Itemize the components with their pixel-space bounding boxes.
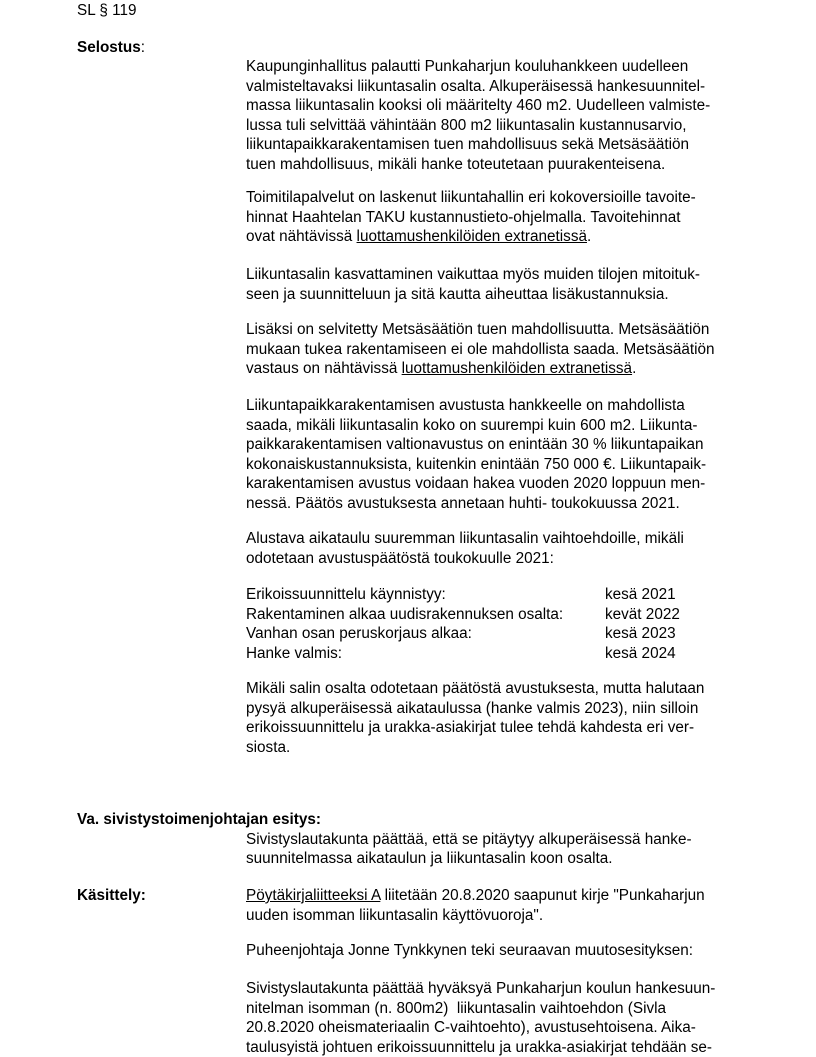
kasittely-label: Käsittely: — [77, 886, 146, 906]
schedule-when-4: kesä 2024 — [605, 644, 676, 664]
selostus-p5-line-3: paikkarakentamisen valtionavustus on enintään 30 % liikuntapaikan — [246, 435, 704, 455]
kasittely-p3-line-1: Sivistyslautakunta päättää hyväksyä Punkaharjun koulun hankesuun- — [246, 979, 715, 999]
selostus-p4-line-2: mukaan tukea rakentamiseen ei ole mahdollista saada. Metsäsäätiön — [246, 340, 715, 360]
section-number: SL § 119 — [77, 1, 137, 21]
selostus-p3-line-2: seen ja suunnitteluun ja sitä kautta aiheuttaa lisäkustannuksia. — [246, 285, 669, 305]
selostus-label — [77, 38, 145, 58]
selostus-p2-prefix: ovat nähtävissä — [246, 228, 357, 245]
schedule-task-3: Vanhan osan peruskorjaus alkaa: — [246, 624, 472, 644]
selostus-label-colon: : — [141, 39, 145, 56]
selostus-p4-line-3 — [246, 359, 636, 379]
kasittely-p2: Puheenjohtaja Jonne Tynkkynen teki seuraavan muutosesityksen: — [246, 941, 693, 961]
esitys-line-1: Sivistyslautakunta päättää, että se pitäytyy alkuperäisessä hanke- — [246, 830, 692, 850]
selostus-p2-line-1: Toimitilapalvelut on laskenut liikuntahallin eri kokoversioille tavoite- — [246, 188, 696, 208]
selostus-p5-line-1: Liikuntapaikkarakentamisen avustusta hankkeelle on mahdollista — [246, 396, 685, 416]
selostus-label-text: Selostus — [77, 39, 141, 56]
selostus-p2-line-2: hinnat Haahtelan TAKU kustannustieto-ohjelmalla. Tavoitehinnat — [246, 208, 681, 228]
schedule-task-1: Erikoissuunnittelu käynnistyy: — [246, 585, 446, 605]
esitys-label: Va. sivistystoimenjohtajan esitys: — [77, 810, 321, 830]
selostus-p4-suffix: . — [632, 360, 636, 377]
selostus-p1-line-3: massa liikuntasalin kooksi oli määritelty 460 m2. Uudelleen valmiste- — [246, 96, 710, 116]
selostus-p7-line-2: pysyä alkuperäisessä aikataulussa (hanke valmis 2023), niin silloin — [246, 699, 698, 719]
selostus-p4-prefix: vastaus on nähtävissä — [246, 360, 402, 377]
selostus-p1-line-4: lussa tuli selvittää vähintään 800 m2 liikuntasalin kustannusarvio, — [246, 116, 686, 136]
selostus-p2-suffix: . — [587, 228, 591, 245]
selostus-p1-line-5: liikuntapaikkarakentamisen tuen mahdollisuus sekä Metsäsäätiön — [246, 135, 689, 155]
selostus-p7-line-4: siosta. — [246, 738, 290, 758]
selostus-p6-line-1: Alustava aikataulu suuremman liikuntasalin vaihtoehdoille, mikäli — [246, 529, 684, 549]
schedule-when-1: kesä 2021 — [605, 585, 676, 605]
selostus-p5-line-4: kokonaiskustannuksista, kuitenkin enintään 750 000 €. Liikuntapaik- — [246, 455, 706, 475]
selostus-p5-line-5: karakentamisen avustus voidaan hakea vuoden 2020 loppuun men- — [246, 474, 705, 494]
kasittely-line-1-rest: liitetään 20.8.2020 saapunut kirje "Punkaharjun — [380, 887, 704, 904]
kasittely-p3-line-4: taulusyistä johtuen erikoissuunnittelu ja urakka-asiakirjat tehdään se- — [246, 1038, 712, 1057]
selostus-p1-line-2: valmisteltavaksi liikuntasalin osalta. Alkuperäisessä hankesuunnitel- — [246, 77, 705, 97]
schedule-task-2: Rakentaminen alkaa uudisrakennuksen osalta: — [246, 605, 563, 625]
kasittely-line-1 — [246, 886, 705, 906]
kasittely-line-2: uuden isomman liikuntasalin käyttövuoroja". — [246, 906, 543, 926]
selostus-p1-line-6: tuen mahdollisuus, mikäli hanke toteutetaan puurakenteisena. — [246, 155, 665, 175]
schedule-when-2: kevät 2022 — [605, 605, 680, 625]
kasittely-p3-line-2: nitelman isomman (n. 800m2) liikuntasalin vaihtoehdon (Sivla — [246, 999, 666, 1019]
schedule-task-4: Hanke valmis: — [246, 644, 342, 664]
selostus-p4-line-1: Lisäksi on selvitetty Metsäsäätiön tuen mahdollisuutta. Metsäsäätiön — [246, 320, 709, 340]
attachment-link[interactable]: Pöytäkirjaliitteeksi A — [246, 887, 380, 904]
selostus-p7-line-3: erikoissuunnittelu ja urakka-asiakirjat tulee tehdä kahdesta eri ver- — [246, 718, 694, 738]
selostus-p7-line-1: Mikäli salin osalta odotetaan päätöstä avustuksesta, mutta halutaan — [246, 679, 704, 699]
selostus-p6-line-2: odotetaan avustuspäätöstä toukokuulle 2021: — [246, 549, 554, 569]
selostus-p5-line-2: saada, mikäli liikuntasalin koko on suurempi kuin 600 m2. Liikunta- — [246, 416, 698, 436]
schedule-when-3: kesä 2023 — [605, 624, 676, 644]
esitys-line-2: suunnitelmassa aikataulun ja liikuntasalin koon osalta. — [246, 849, 613, 869]
selostus-p1-line-1: Kaupunginhallitus palautti Punkaharjun kouluhankkeen uudelleen — [246, 57, 688, 77]
selostus-p5-line-6: nessä. Päätös avustuksesta annetaan huhti- toukokuussa 2021. — [246, 494, 680, 514]
extranet-link-2[interactable]: luottamushenkilöiden extranetissä — [402, 360, 632, 377]
kasittely-p3-line-3: 20.8.2020 oheismateriaalin C-vaihtoehto), avustusehtoisena. Aika- — [246, 1018, 696, 1038]
extranet-link-1[interactable]: luottamushenkilöiden extranetissä — [357, 228, 587, 245]
selostus-p3-line-1: Liikuntasalin kasvattaminen vaikuttaa myös muiden tilojen mitoituk- — [246, 265, 700, 285]
selostus-p2-line-3 — [246, 227, 591, 247]
